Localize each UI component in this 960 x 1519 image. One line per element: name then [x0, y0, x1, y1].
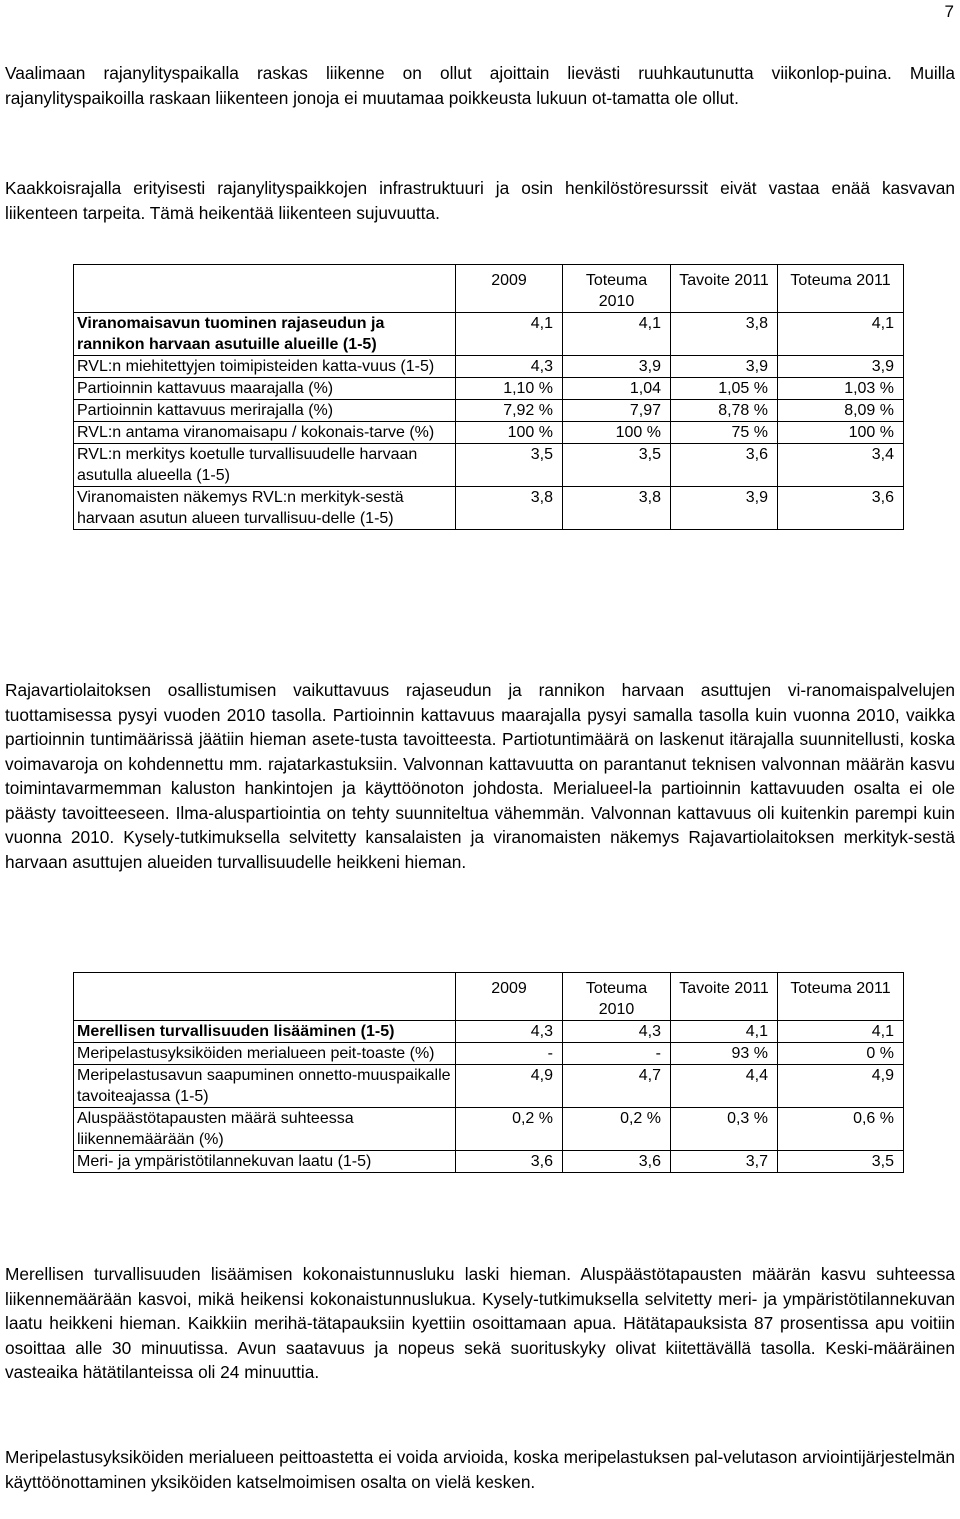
cell-value: 100 % [456, 422, 563, 444]
cell-value: 4,1 [671, 1021, 778, 1043]
cell-value: 3,4 [778, 444, 904, 487]
col-header-toteuma-2010: Toteuma 2010 [563, 973, 671, 1021]
table-row [74, 1043, 904, 1065]
cell-value: 3,7 [671, 1151, 778, 1173]
table-rural-services [73, 264, 904, 530]
col-header-toteuma-2011: Toteuma 2011 [778, 265, 904, 313]
cell-value: 1,10 % [456, 378, 563, 400]
table-header-row [74, 265, 904, 313]
table-header-row [74, 973, 904, 1021]
table-row [74, 378, 904, 400]
cell-value: 0,3 % [671, 1108, 778, 1151]
cell-value: 3,9 [778, 356, 904, 378]
table-row [74, 313, 904, 356]
table-maritime-safety [73, 972, 904, 1173]
cell-value: 3,9 [671, 356, 778, 378]
col-header-toteuma-2011: Toteuma 2011 [778, 973, 904, 1021]
cell-value: 3,8 [456, 487, 563, 530]
cell-value: 4,4 [671, 1065, 778, 1108]
row-label: Meripelastusyksiköiden merialueen peit-toaste (%) [74, 1043, 456, 1065]
table-row [74, 400, 904, 422]
cell-value: 0,2 % [563, 1108, 671, 1151]
cell-value: 3,5 [778, 1151, 904, 1173]
table-row [74, 422, 904, 444]
cell-value: 3,6 [563, 1151, 671, 1173]
row-label: Merellisen turvallisuuden lisääminen (1-5) [74, 1021, 456, 1043]
cell-value: 4,1 [778, 1021, 904, 1043]
row-label: Meripelastusavun saapuminen onnetto-muuspaikalle tavoiteajassa (1-5) [74, 1065, 456, 1108]
paragraph-vaikuttavuus: Rajavartiolaitoksen osallistumisen vaikuttavuus rajaseudun ja rannikon harvaan asuttujen vi-ranomaispalvelujen tuottamisessa pysyi vuoden 2010 tasolla. Partioinnin kattavuus maarajalla pysyi samalla tasolla kuin vuonna 2010, vaikka partioinnin tuntimäärissä jäätiin hieman asete-tusta tavoitteesta. Partiotuntimäärä on laskenut itärajalla suunnitellusti, koska voimavaroja on kohdennettu mm. rajatarkastuksiin. Valvonnan kattavuutta on parantanut teknisen valvonnan määrän kasvu toimintavarmemman kaluston hankintojen ja käyttöönoton johdosta. Merialueel-la partioinnin kattavuuden osalta ei ole päästy tavoitteeseen. Ilma-aluspartiointia on tehty suunniteltua vähemmän. Valvonnan kattavuus oli kuitenkin parempi kuin vuonna 2010. Kysely-tutkimuksella selvitetty kansalaisten ja viranomaisten näkemys Rajavartiolaitoksen merkityk-sestä harvaan asuttujen alueiden turvallisuudelle heikkeni hieman. [5, 680, 955, 872]
cell-value: 4,3 [563, 1021, 671, 1043]
cell-value: 0,2 % [456, 1108, 563, 1151]
row-label: Viranomaisavun tuominen rajaseudun ja rannikon harvaan asutuille alueille (1-5) [74, 313, 456, 356]
cell-value: 4,1 [563, 313, 671, 356]
cell-value: 75 % [671, 422, 778, 444]
cell-value: 4,9 [778, 1065, 904, 1108]
paragraph-peittoaste: Meripelastusyksiköiden merialueen peittoastetta ei voida arvioida, koska meripelastuksen pal-velutason arviointijärjestelmän käyttöönottaminen yksiköiden katselmoimisen osalta on vielä kesken. [5, 1447, 955, 1492]
row-label: Meri- ja ympäristötilannekuvan laatu (1-5) [74, 1151, 456, 1173]
table-row [74, 1108, 904, 1151]
table-row [74, 356, 904, 378]
cell-value: 8,78 % [671, 400, 778, 422]
cell-value: 4,3 [456, 1021, 563, 1043]
cell-value: 1,03 % [778, 378, 904, 400]
cell-value: 4,1 [778, 313, 904, 356]
table-row [74, 487, 904, 530]
cell-value: 3,5 [563, 444, 671, 487]
cell-value: 100 % [563, 422, 671, 444]
col-header-toteuma-2010: Toteuma 2010 [563, 265, 671, 313]
table-row [74, 1151, 904, 1173]
table-header-blank [74, 973, 456, 1021]
row-label: Viranomaisten näkemys RVL:n merkityk-sestä harvaan asutun alueen turvallisuu-delle (1-5) [74, 487, 456, 530]
cell-value: 3,6 [778, 487, 904, 530]
table-row [74, 1021, 904, 1043]
col-header-tavoite-2011: Tavoite 2011 [671, 973, 778, 1021]
cell-value: 0,6 % [778, 1108, 904, 1151]
cell-value: 3,9 [671, 487, 778, 530]
row-label: Aluspäästötapausten määrä suhteessa liikennemäärään (%) [74, 1108, 456, 1151]
cell-value: 4,7 [563, 1065, 671, 1108]
row-label: RVL:n miehitettyjen toimipisteiden katta-vuus (1-5) [74, 356, 456, 378]
cell-value: 1,05 % [671, 378, 778, 400]
row-label: Partioinnin kattavuus maarajalla (%) [74, 378, 456, 400]
cell-value: 93 % [671, 1043, 778, 1065]
cell-value: 1,04 [563, 378, 671, 400]
col-header-2009: 2009 [456, 265, 563, 313]
cell-value: 4,1 [456, 313, 563, 356]
cell-value: 8,09 % [778, 400, 904, 422]
cell-value: - [456, 1043, 563, 1065]
page-number: 7 [944, 2, 954, 21]
col-header-2009: 2009 [456, 973, 563, 1021]
cell-value: 100 % [778, 422, 904, 444]
table-row [74, 444, 904, 487]
cell-value: 7,92 % [456, 400, 563, 422]
cell-value: 7,97 [563, 400, 671, 422]
cell-value: 0 % [778, 1043, 904, 1065]
cell-value: 4,3 [456, 356, 563, 378]
cell-value: - [563, 1043, 671, 1065]
row-label: RVL:n merkitys koetulle turvallisuudelle harvaan asutulla alueella (1-5) [74, 444, 456, 487]
cell-value: 3,8 [563, 487, 671, 530]
cell-value: 4,9 [456, 1065, 563, 1108]
col-header-tavoite-2011: Tavoite 2011 [671, 265, 778, 313]
row-label: Partioinnin kattavuus merirajalla (%) [74, 400, 456, 422]
row-label: RVL:n antama viranomaisapu / kokonais-tarve (%) [74, 422, 456, 444]
cell-value: 3,6 [671, 444, 778, 487]
cell-value: 3,9 [563, 356, 671, 378]
table-header-blank [74, 265, 456, 313]
table-row [74, 1065, 904, 1108]
paragraph-kaakkoisraja: Kaakkoisrajalla erityisesti rajanylityspaikkojen infrastruktuuri ja osin henkilöstöresurssit eivät vastaa enää kasvavan liikenteen tarpeita. Tämä heikentää liikenteen sujuvuutta. [5, 178, 955, 223]
cell-value: 3,8 [671, 313, 778, 356]
cell-value: 3,5 [456, 444, 563, 487]
cell-value: 3,6 [456, 1151, 563, 1173]
paragraph-merellinen: Merellisen turvallisuuden lisäämisen kokonaistunnusluku laski hieman. Aluspäästötapausten määrän kasvu suhteessa liikennemäärään kasvoi, mikä heikensi kokonaistunnuslukua. Kysely-tutkimuksella selvitetty meri- ja ympäristötilannekuvan laatu heikkeni hieman. Kaikkiin merihä-tätapauksiin kyettiin osoittamaan apua. Hätätapauksista 87 prosentissa apu voitiin osoittaa alle 30 minuutissa. Avun saatavuus ja nopeus sekä suorituskyky olivat kiitettävällä tasolla. Keski-määräinen vasteaika hätätilanteissa oli 24 minuuttia. [5, 1264, 955, 1382]
paragraph-vaalimaa: Vaalimaan rajanylityspaikalla raskas liikenne on ollut ajoittain lievästi ruuhkautunutta viikonlop-puina. Muilla rajanylityspaikoilla raskaan liikenteen jonoja ei muutamaa poikkeusta lukuun ot-tamatta ole ollut. [5, 63, 955, 108]
